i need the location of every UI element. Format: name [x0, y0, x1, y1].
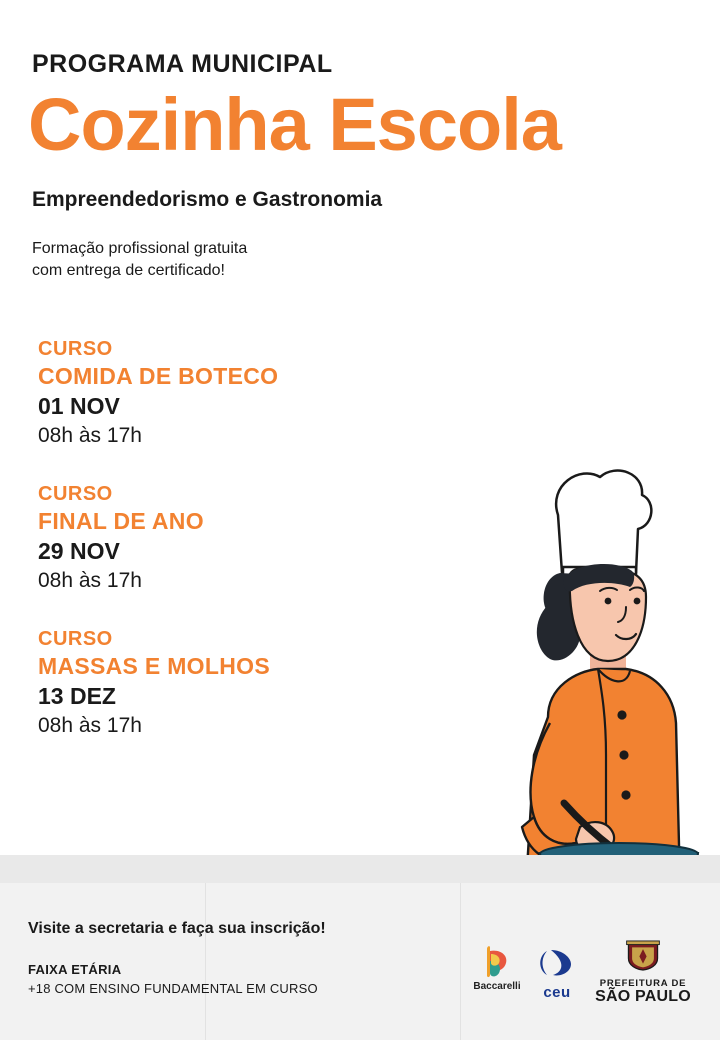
prefeitura-line-1: PREFEITURA DE [599, 978, 687, 989]
ceu-label: ceu [543, 984, 571, 1001]
course-name: COMIDA DE BOTECO [38, 363, 279, 389]
age-requirement-value: +18 COM ENSINO FUNDAMENTAL EM CURSO [28, 981, 318, 996]
course-date: 29 NOV [38, 537, 120, 564]
course-date: 01 NOV [38, 392, 120, 419]
sao-paulo-coat-of-arms-icon [589, 940, 697, 976]
tagline [32, 238, 247, 281]
footer-divider [205, 883, 206, 1040]
course-kicker: CURSO [38, 628, 113, 651]
course-item [38, 336, 458, 449]
footer-divider [460, 883, 461, 1040]
baccarelli-mark-icon [468, 945, 526, 979]
program-label: PROGRAMA MUNICIPAL [32, 50, 333, 78]
course-kicker: CURSO [38, 338, 113, 360]
tagline-line-1: Formação profissional gratuita [32, 240, 248, 257]
tagline-line-2: com entrega de certificado! [32, 261, 225, 279]
course-time: 08h às 17h [38, 423, 142, 447]
baccarelli-label: Baccarelli [473, 981, 521, 992]
course-item [38, 626, 458, 739]
logo-prefeitura-sao-paulo [589, 940, 697, 1006]
course-kicker: CURSO [38, 483, 113, 506]
course-time: 08h às 17h [38, 713, 142, 737]
chef-cooking-illustration [430, 455, 720, 885]
course-list [38, 336, 458, 771]
course-name: FINAL DE ANO [38, 508, 204, 535]
course-date: 13 DEZ [38, 682, 116, 709]
course-name: MASSAS E MOLHOS [38, 653, 270, 680]
course-item [38, 481, 458, 594]
footer-accent-band [0, 855, 720, 883]
logo-baccarelli [468, 945, 526, 992]
age-requirement-label: FAIXA ETÁRIA [28, 962, 122, 977]
course-time: 08h às 17h [38, 568, 142, 592]
ceu-mark-icon [531, 948, 583, 983]
footer-cta: Visite a secretaria e faça sua inscrição! [28, 920, 326, 937]
page-subtitle: Empreendedorismo e Gastronomia [32, 188, 383, 211]
logo-ceu [531, 948, 583, 1001]
prefeitura-line-2: SÃO PAULO [595, 988, 691, 1005]
page-title: Cozinha Escola [28, 83, 561, 166]
